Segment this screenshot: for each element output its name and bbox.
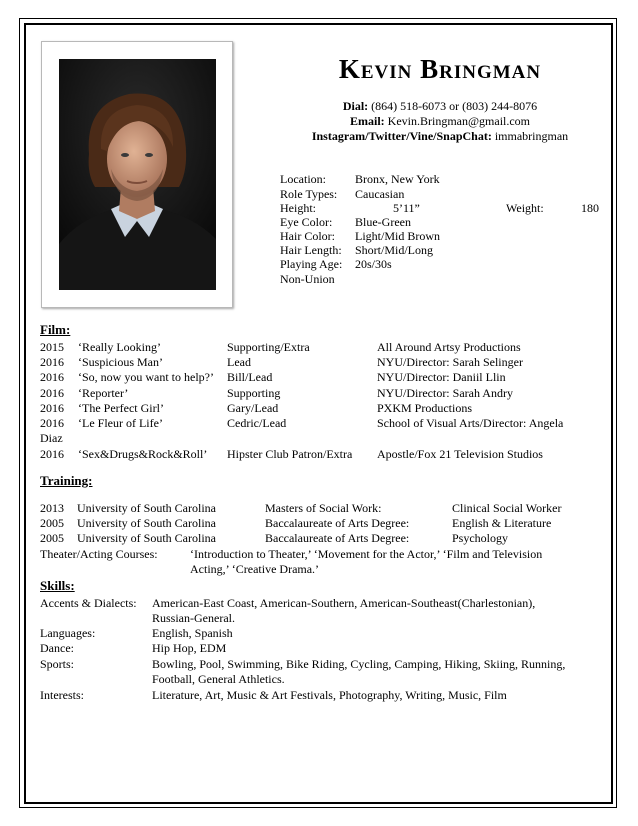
film-year: 2016 bbox=[40, 355, 64, 369]
film-year: 2016 bbox=[40, 447, 64, 461]
social-line bbox=[290, 129, 590, 144]
film-year: 2016 bbox=[40, 386, 64, 400]
dial-line bbox=[290, 99, 590, 114]
courses-line-2: Acting,’ ‘Creative Drama.’ bbox=[190, 562, 320, 576]
training-field: English & Literature bbox=[452, 516, 552, 530]
role-types-value: Caucasian bbox=[355, 187, 405, 201]
hair-length-label: Hair Length: bbox=[280, 243, 342, 257]
hair-color-label: Hair Color: bbox=[280, 229, 335, 243]
eye-color-value: Blue-Green bbox=[355, 215, 411, 229]
interests-value: Literature, Art, Music & Art Festivals, Photography, Writing, Music, Film bbox=[152, 688, 507, 702]
film-year: 2016 bbox=[40, 370, 64, 384]
film-title: ‘Suspicious Man’ bbox=[78, 355, 163, 369]
film-role: Bill/Lead bbox=[227, 370, 273, 384]
film-role: Gary/Lead bbox=[227, 401, 279, 415]
eye-color-label: Eye Color: bbox=[280, 215, 333, 229]
role-types-label: Role Types: bbox=[280, 187, 338, 201]
sports-line-2: Football, General Athletics. bbox=[152, 672, 285, 686]
languages-value: English, Spanish bbox=[152, 626, 233, 640]
film-company: School of Visual Arts/Director: Angela bbox=[377, 416, 564, 430]
film-title: ‘Sex&Drugs&Rock&Roll’ bbox=[78, 447, 208, 461]
film-year: 2016 bbox=[40, 416, 64, 430]
film-year: 2015 bbox=[40, 340, 64, 354]
skills-heading: Skills: bbox=[40, 578, 75, 593]
film-title: ‘Le Fleur of Life’ bbox=[78, 416, 163, 430]
film-company: NYU/Director: Sarah Andry bbox=[377, 386, 513, 400]
accents-label: Accents & Dialects: bbox=[40, 596, 137, 610]
height-value: 5’11” bbox=[393, 201, 420, 215]
training-field: Psychology bbox=[452, 531, 509, 545]
dial-label: Dial: bbox=[342, 99, 369, 113]
sports-label: Sports: bbox=[40, 657, 75, 671]
training-school: University of South Carolina bbox=[77, 531, 216, 545]
film-heading: Film: bbox=[40, 322, 71, 337]
sports-line-1: Bowling, Pool, Swimming, Bike Riding, Cycling, Camping, Hiking, Skiing, Running, bbox=[152, 657, 566, 671]
training-school: University of South Carolina bbox=[77, 501, 216, 515]
location-label: Location: bbox=[280, 172, 326, 186]
film-company: All Around Artsy Productions bbox=[377, 340, 521, 354]
playing-age-label: Playing Age: bbox=[280, 257, 343, 271]
accents-line-1: American-East Coast, American-Southern, American-Southeast(Charlestonian), bbox=[152, 596, 536, 610]
headshot-frame bbox=[41, 41, 233, 308]
film-role: Hipster Club Patron/Extra bbox=[227, 447, 353, 461]
dance-value: Hip Hop, EDM bbox=[152, 641, 227, 655]
film-role: Supporting/Extra bbox=[227, 340, 310, 354]
hair-length-value: Short/Mid/Long bbox=[355, 243, 434, 257]
film-title: ‘So, now you want to help?’ bbox=[78, 370, 214, 384]
courses-label: Theater/Acting Courses: bbox=[40, 547, 158, 561]
email-label: Email: bbox=[349, 114, 385, 128]
actor-name: Kevin Bringman bbox=[338, 54, 542, 84]
languages-label: Languages: bbox=[40, 626, 96, 640]
courses-line-1: ‘Introduction to Theater,’ ‘Movement for the Actor,’ ‘Film and Television bbox=[190, 547, 543, 561]
training-year: 2013 bbox=[40, 501, 64, 515]
hair-color-value: Light/Mid Brown bbox=[355, 229, 441, 243]
social-label: Instagram/Twitter/Vine/SnapChat: bbox=[311, 129, 492, 143]
headshot-photo bbox=[59, 59, 216, 290]
film-company: NYU/Director: Sarah Selinger bbox=[377, 355, 523, 369]
social-value: immabringman bbox=[491, 129, 569, 143]
location-value: Bronx, New York bbox=[355, 172, 440, 186]
film-role: Supporting bbox=[227, 386, 281, 400]
training-heading: Training: bbox=[40, 473, 93, 488]
training-year: 2005 bbox=[40, 531, 64, 545]
email-line bbox=[290, 114, 590, 129]
film-wrap-text: Diaz bbox=[40, 431, 63, 445]
accents-line-2: Russian-General. bbox=[152, 611, 235, 625]
training-school: University of South Carolina bbox=[77, 516, 216, 530]
training-degree: Baccalaureate of Arts Degree: bbox=[265, 531, 410, 545]
weight-value: 180 bbox=[581, 201, 599, 215]
film-title: ‘Really Looking’ bbox=[78, 340, 161, 354]
training-degree: Masters of Social Work: bbox=[265, 501, 382, 515]
training-field: Clinical Social Worker bbox=[452, 501, 562, 515]
training-year: 2005 bbox=[40, 516, 64, 530]
dance-label: Dance: bbox=[40, 641, 74, 655]
dial-value: (864) 518-6073 or (803) 244-8076 bbox=[368, 99, 538, 113]
email-value: Kevin.Bringman@gmail.com bbox=[384, 114, 531, 128]
film-title: ‘Reporter’ bbox=[78, 386, 129, 400]
weight-label: Weight: bbox=[506, 201, 544, 215]
film-company: Apostle/Fox 21 Television Studios bbox=[377, 447, 543, 461]
interests-label: Interests: bbox=[40, 688, 84, 702]
height-label: Height: bbox=[280, 201, 316, 215]
union-status: Non-Union bbox=[280, 272, 335, 286]
film-company: PXKM Productions bbox=[377, 401, 473, 415]
film-role: Lead bbox=[227, 355, 251, 369]
playing-age-value: 20s/30s bbox=[355, 257, 392, 271]
training-degree: Baccalaureate of Arts Degree: bbox=[265, 516, 410, 530]
film-title: ‘The Perfect Girl’ bbox=[78, 401, 164, 415]
film-year: 2016 bbox=[40, 401, 64, 415]
film-company: NYU/Director: Daniil Llin bbox=[377, 370, 506, 384]
film-role: Cedric/Lead bbox=[227, 416, 287, 430]
